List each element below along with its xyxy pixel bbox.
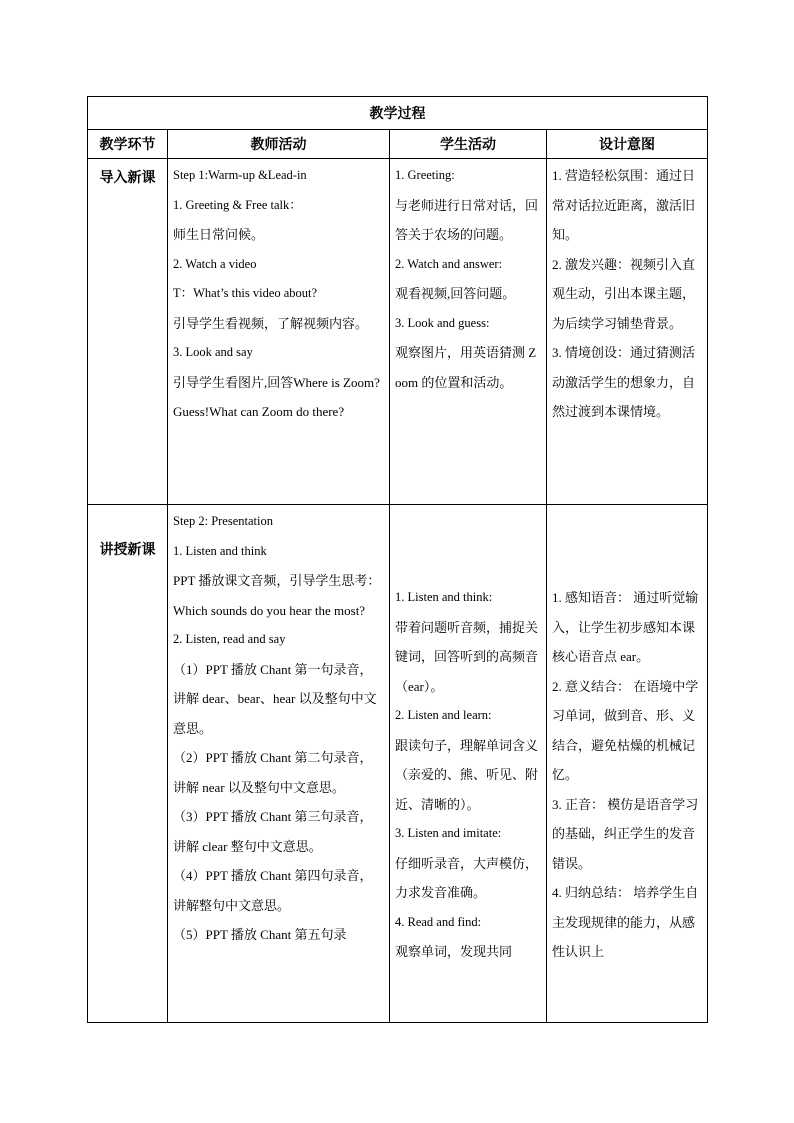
text-line: 引导学生看图片,回答Where is Zoom? Guess!What can Zoom do there? — [173, 374, 380, 419]
text-line: 3. 正音： 模仿是语音学习的基础，纠正学生的发音错误。 — [552, 796, 699, 871]
text-line: 3. Look and guess: — [395, 315, 490, 330]
text-line: Step 2: Presentation — [173, 514, 273, 528]
text-line: 1. Listen and think: — [395, 590, 493, 604]
teaching-process-table — [87, 96, 708, 1023]
design-intent-cell — [547, 505, 708, 1023]
text-line: （5）PPT 播放 Chant 第五句录 — [173, 927, 347, 942]
text-line: T：What’s this video about? — [173, 286, 318, 300]
text-line: 1. Listen and think — [173, 543, 267, 558]
text-line: 2. Watch a video — [173, 256, 257, 271]
teacher-activity-cell — [168, 159, 390, 505]
text-line: PPT 播放课文音频，引导学生思考：Which sounds do you hear the most? — [173, 573, 381, 618]
text-line: 4. Read and find: — [395, 914, 482, 929]
text-line: 2. Listen and learn: — [395, 708, 492, 722]
text-line: 与老师进行日常对话，回答关于农场的问题。 — [395, 197, 539, 242]
table-row — [88, 159, 708, 505]
text-line: 2. 意义结合： 在语境中学习单词，做到音、形、义结合，避免枯燥的机械记忆。 — [552, 678, 699, 782]
text-line: （1）PPT 播放 Chant 第一句录音，讲解 dear、bear、hear 以及整句中文意思。 — [173, 661, 377, 736]
text-line: 3. Look and say — [173, 345, 253, 359]
teacher-activity-cell — [168, 505, 390, 1023]
header-stage: 教学环节 — [88, 130, 168, 159]
text-line: 跟读句子，理解单词含义（亲爱的、熊、听见、附近、清晰的）。 — [395, 737, 539, 812]
table-title: 教学过程 — [88, 97, 708, 130]
text-line: （2）PPT 播放 Chant 第二句录音，讲解 near 以及整句中文意思。 — [173, 750, 373, 795]
text-line: 师生日常问候。 — [173, 227, 265, 242]
text-line: 1. Greeting & Free talk： — [173, 197, 302, 212]
student-activity-cell — [390, 505, 547, 1023]
text-line: 引导学生看视频，了解视频内容。 — [173, 315, 369, 331]
text-line: 观察图片，用英语猜测 Zoom 的位置和活动。 — [395, 345, 537, 390]
text-line: （4）PPT 播放 Chant 第四句录音，讲解整句中文意思。 — [173, 868, 373, 913]
header-teacher-activity: 教师活动 — [168, 130, 390, 159]
text-line: 仔细听录音，大声模仿，力求发音准确。 — [395, 855, 539, 900]
stage-cell: 导入新课 — [88, 159, 168, 505]
text-line: 4. 归纳总结： 培养学生自主发现规律的能力，从感性认识上 — [552, 885, 699, 959]
design-intent-cell — [547, 159, 708, 505]
text-line: （3）PPT 播放 Chant 第三句录音，讲解 clear 整句中文意思。 — [173, 809, 373, 854]
text-line: 3. 情境创设：通过猜测活动激活学生的想象力，自然过渡到本课情境。 — [552, 345, 696, 419]
header-design-intent: 设计意图 — [547, 130, 708, 159]
header-student-activity: 学生活动 — [390, 130, 547, 159]
text-line: 1. Greeting: — [395, 168, 455, 182]
text-line: Step 1:Warm-up &Lead-in — [173, 168, 307, 182]
text-line: 带着问题听音频，捕捉关键词，回答听到的高频音（ear）。 — [395, 619, 539, 694]
table-row — [88, 505, 708, 1023]
stage-cell: 讲授新课 — [88, 505, 168, 1023]
text-line: 观看视频,回答问题。 — [395, 286, 516, 301]
text-line: 2. Watch and answer: — [395, 256, 503, 271]
text-line: 2. 激发兴趣：视频引入直观生动，引出本课主题，为后续学习铺垫背景。 — [552, 256, 696, 331]
text-line: 2. Listen, read and say — [173, 632, 286, 646]
text-line: 观察单词，发现共同 — [395, 944, 513, 959]
text-line: 1. 营造轻松氛围：通过日常对话拉近距离，激活旧知。 — [552, 168, 696, 242]
text-line: 3. Listen and imitate: — [395, 826, 502, 840]
text-line: 1. 感知语音： 通过听觉输入，让学生初步感知本课核心语音点 ear。 — [552, 590, 699, 664]
student-activity-cell — [390, 159, 547, 505]
